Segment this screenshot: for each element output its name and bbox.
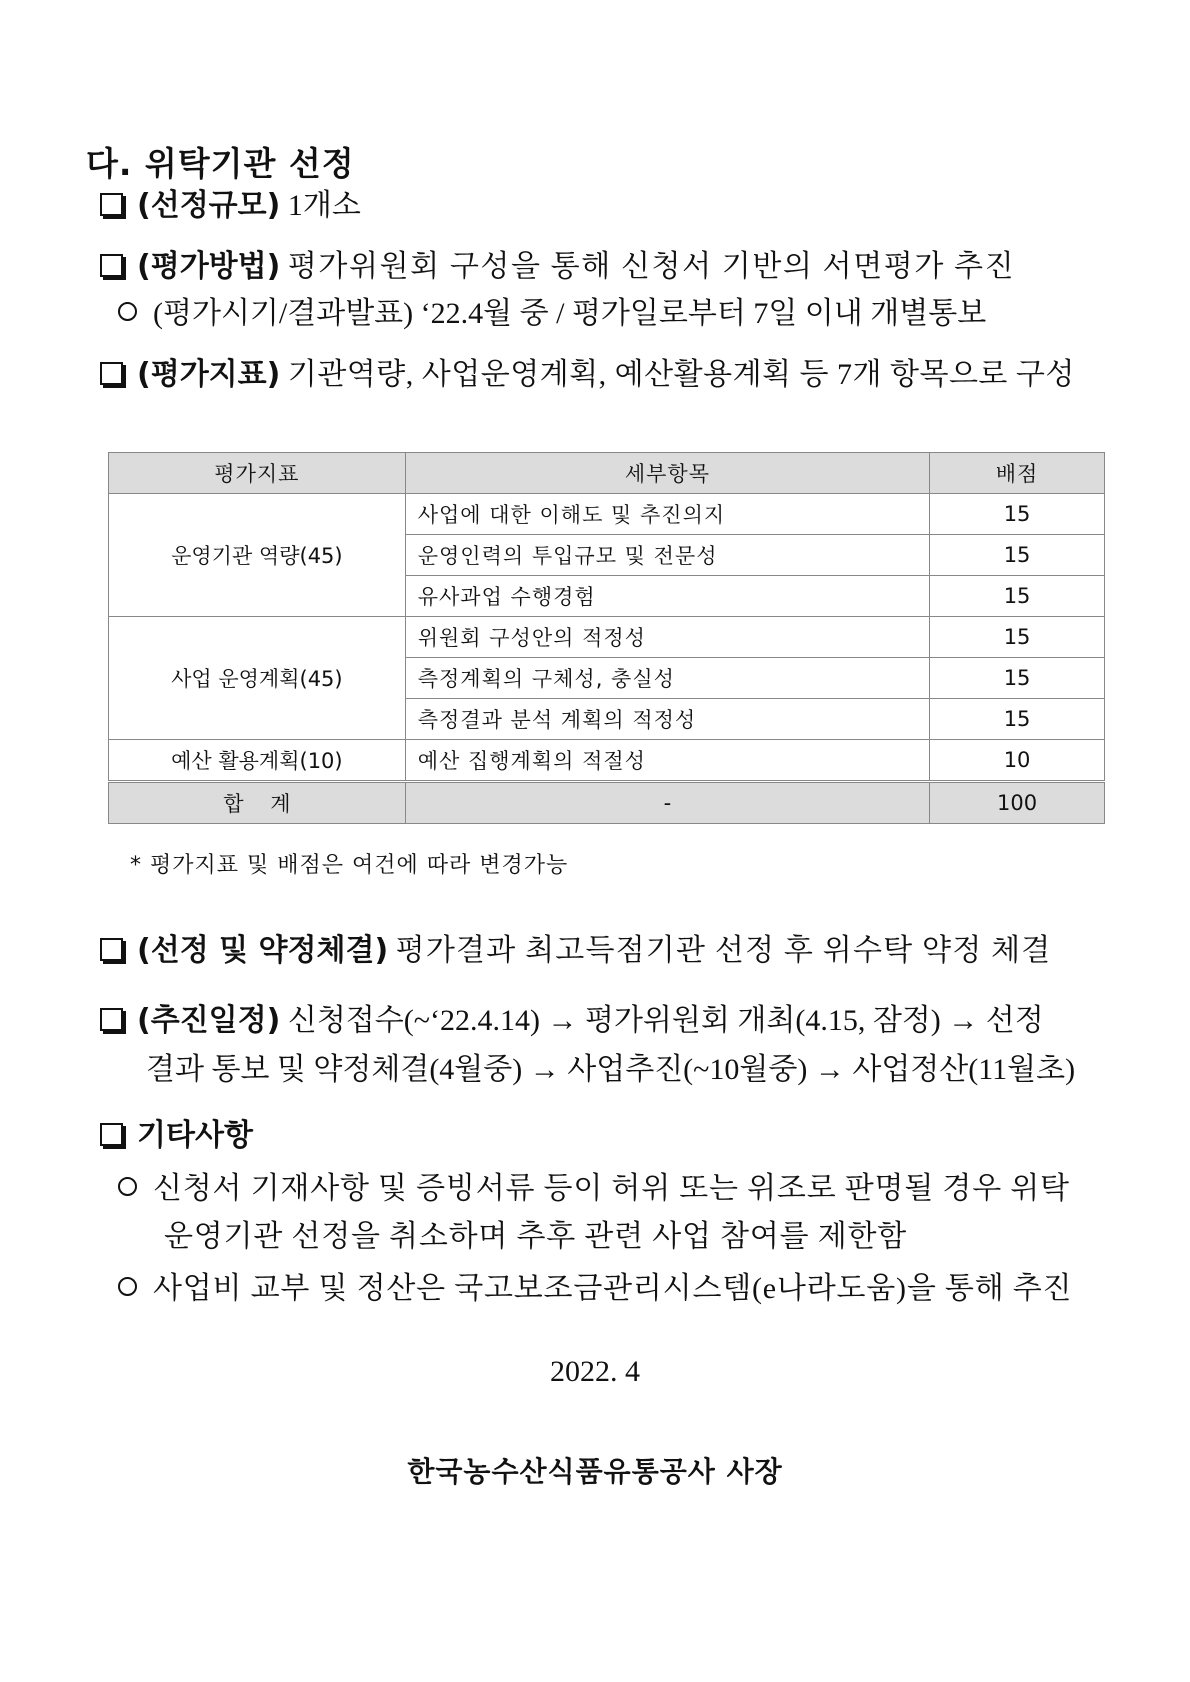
- total-item-cell: -: [405, 782, 929, 824]
- item-cell: 측정계획의 구체성, 충실성: [405, 658, 929, 699]
- total-label-cell: 합 계: [109, 782, 406, 824]
- circle-bullet-icon: [118, 1277, 137, 1296]
- item-text: 평가결과 최고득점기관 선정 후 위수탁 약정 체결: [395, 934, 1052, 967]
- document-signer: 한국농수산식품유통공사 사장: [407, 1455, 783, 1488]
- checkbox-square-icon: [100, 1123, 123, 1146]
- item-cell: 위원회 구성안의 적정성: [405, 617, 929, 658]
- other-bullet-2: [118, 1263, 1072, 1307]
- table-header-row: [109, 453, 1105, 494]
- group-cell: 사업 운영계획(45): [109, 617, 406, 740]
- item-cell: 측정결과 분석 계획의 적정성: [405, 699, 929, 740]
- table-total-row: [109, 782, 1105, 824]
- item-text: 기관역량, 사업운영계획, 예산활용계획 등 7개 항목으로 구성: [287, 358, 1075, 391]
- group-cell: 예산 활용계획(10): [109, 740, 406, 782]
- checkbox-square-icon: [100, 362, 123, 385]
- item-label: (평가방법): [137, 249, 281, 284]
- item-label: (선정 및 약정체결): [137, 933, 389, 968]
- document-date: 2022. 4: [550, 1355, 640, 1388]
- header-cell: 배점: [930, 453, 1105, 494]
- item-text: 평가위원회 구성을 통해 신청서 기반의 서면평가 추진: [287, 250, 1016, 283]
- score-cell: 15: [930, 576, 1105, 617]
- subitem-text: 사업비 교부 및 정산은 국고보조금관리시스템(e나라도움)을 통해 추진: [153, 1272, 1073, 1305]
- other-item: [100, 1110, 253, 1154]
- checkbox-square-icon: [100, 1008, 123, 1031]
- selection-scale-item: [100, 180, 361, 224]
- evaluation-criteria-item: [100, 349, 1075, 393]
- item-label: (평가지표): [137, 357, 281, 392]
- circle-bullet-icon: [118, 1177, 137, 1196]
- item-cell: 유사과업 수행경험: [405, 576, 929, 617]
- item-label: (추진일정): [137, 1003, 281, 1038]
- score-cell: 15: [930, 658, 1105, 699]
- subitem-text: (평가시기/결과발표) ‘22.4월 중 / 평가일로부터 7일 이내 개별통보: [153, 297, 987, 330]
- group-cell: 운영기관 역량(45): [109, 494, 406, 617]
- schedule-item: [100, 995, 1044, 1039]
- item-text: 1개소: [287, 189, 361, 222]
- score-cell: 15: [930, 617, 1105, 658]
- item-cell: 사업에 대한 이해도 및 추진의지: [405, 494, 929, 535]
- item-cell: 운영인력의 투입규모 및 전문성: [405, 535, 929, 576]
- item-text: 신청접수(~‘22.4.14) → 평가위원회 개최(4.15, 잠정) → 선정: [287, 1004, 1044, 1037]
- other-bullet-1-continuation: 운영기관 선정을 취소하며 추후 관련 사업 참여를 제한함: [164, 1220, 908, 1253]
- item-label: 기타사항: [137, 1118, 253, 1153]
- schedule-continuation: 결과 통보 및 약정체결(4월중) → 사업추진(~10월중) → 사업정산(11월초): [146, 1053, 1076, 1086]
- score-cell: 10: [930, 740, 1105, 782]
- section-title: 다. 위탁기관 선정: [86, 144, 355, 183]
- score-cell: 15: [930, 494, 1105, 535]
- header-cell: 세부항목: [405, 453, 929, 494]
- evaluation-method-item: [100, 241, 1015, 285]
- header-cell: 평가지표: [109, 453, 406, 494]
- other-bullet-1: [118, 1163, 1070, 1207]
- checkbox-square-icon: [100, 938, 123, 961]
- item-label: (선정규모): [137, 188, 281, 223]
- table-note: * 평가지표 및 배점은 여건에 따라 변경가능: [130, 853, 569, 878]
- evaluation-table: [108, 452, 1105, 824]
- item-cell: 예산 집행계획의 적절성: [405, 740, 929, 782]
- circle-bullet-icon: [118, 302, 137, 321]
- score-cell: 15: [930, 535, 1105, 576]
- checkbox-square-icon: [100, 254, 123, 277]
- checkbox-square-icon: [100, 193, 123, 216]
- table-row: [109, 740, 1105, 782]
- table-row: [109, 494, 1105, 535]
- score-cell: 15: [930, 699, 1105, 740]
- total-score-cell: 100: [930, 782, 1105, 824]
- subitem-text: 신청서 기재사항 및 증빙서류 등이 허위 또는 위조로 판명될 경우 위탁: [153, 1172, 1070, 1205]
- contract-item: [100, 925, 1051, 969]
- table-row: [109, 617, 1105, 658]
- evaluation-schedule-subitem: [118, 288, 986, 332]
